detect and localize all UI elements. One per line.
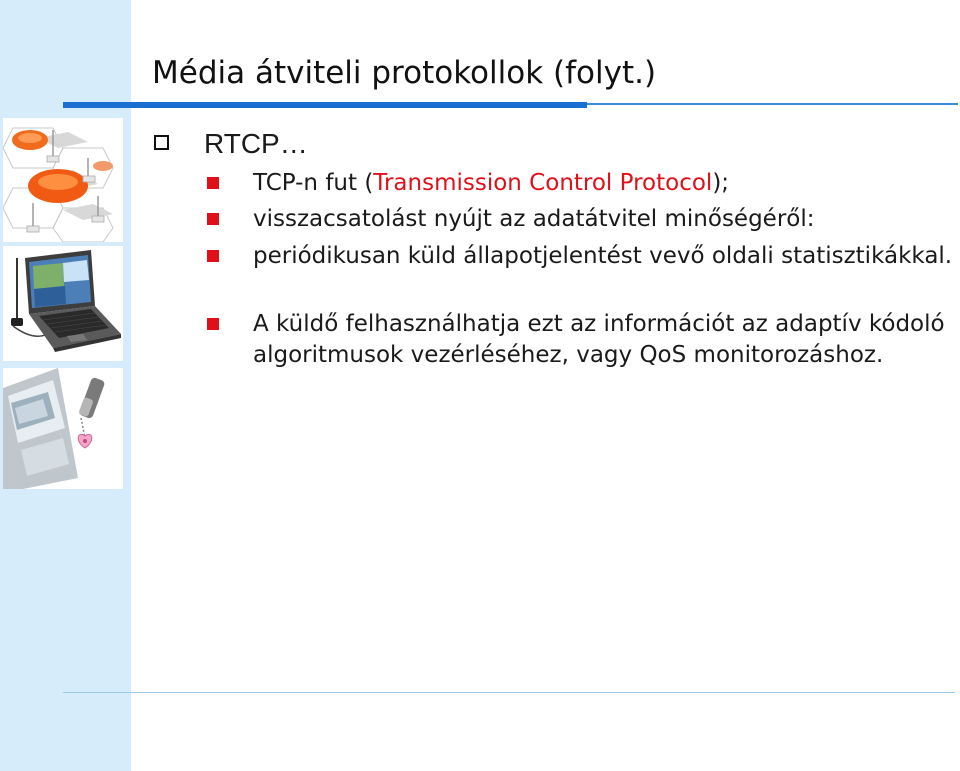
red-square-bullet-icon bbox=[207, 213, 219, 225]
mobile-phone-icon bbox=[3, 368, 123, 489]
hollow-square-bullet-icon bbox=[154, 135, 169, 150]
bullet-item-2-text: visszacsatolást nyújt az adatátvitel minőségéről: bbox=[253, 206, 815, 232]
bullet-item-1-highlight: Transmission Control Protocol bbox=[373, 170, 713, 196]
bullet-item-1-text bbox=[253, 168, 953, 199]
bullet-item-1-suffix: ); bbox=[712, 170, 730, 196]
title-underline-thick bbox=[63, 102, 587, 108]
laptop-icon bbox=[3, 246, 123, 361]
red-square-bullet-icon bbox=[207, 177, 219, 189]
red-square-bullet-icon bbox=[207, 250, 219, 262]
red-square-bullet-icon bbox=[207, 318, 219, 330]
bullet-item-1-prefix: TCP-n fut ( bbox=[253, 170, 374, 196]
footer-divider bbox=[63, 692, 955, 693]
bullet-level1-text: RTCP… bbox=[204, 128, 308, 159]
bullet-item-3-text: periódikusan küld állapotjelentést vevő oldali statisztikákkal. bbox=[253, 243, 953, 269]
title-underline-thin bbox=[587, 103, 958, 105]
bullet-item-4-text: A küldő felhasználhatja ezt az információt az adaptív kódoló algoritmusok vezérléséhez, vagy QoS monitorozáshoz. bbox=[253, 311, 945, 368]
sidebar bbox=[0, 0, 131, 771]
slide-title: Média átviteli protokollok (folyt.) bbox=[152, 55, 657, 91]
network-diagram-icon bbox=[3, 118, 123, 242]
